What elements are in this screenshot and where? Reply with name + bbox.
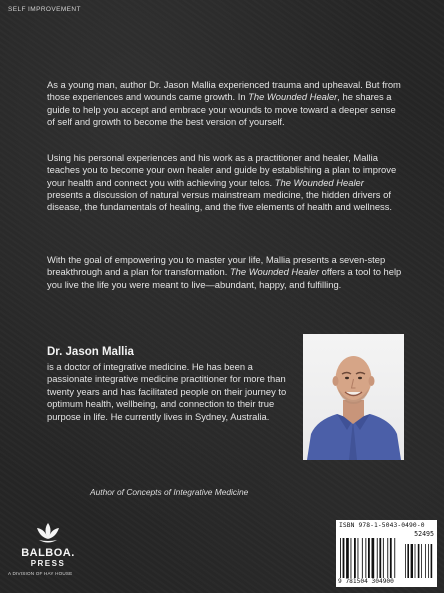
blurb-text: , he shares a guide to help you accept and embrace your wounds to move toward a deeper sense of self and growth to become the best version of yourself. xyxy=(47,91,396,127)
blurb-text: As a young man, author Dr. Jason Mallia experienced trauma and upheaval. But from those experiences and wounds came growth. In xyxy=(47,79,401,103)
barcode-digits: 9 781504 304900 xyxy=(338,578,394,585)
blurb-text: Using his personal experiences and his work as a practitioner and healer, Mallia teaches you to become your own healer and guide by establishing a plan to improve your health and connect you with achieving your telos. xyxy=(47,152,397,188)
blurb-text: presents a discussion of natural versus mainstream medicine, the hidden drivers of disease, the fundamentals of healing, and the five elements of health and wellness. xyxy=(47,188,393,213)
isbn-barcode xyxy=(336,520,437,587)
book-title: The Wounded Healer xyxy=(274,176,364,188)
isbn-number: ISBN 978-1-5043-0490-0 xyxy=(339,522,425,529)
book-title: The Wounded Healer xyxy=(229,266,320,278)
author-credit: Author of Concepts of Integrative Medicine xyxy=(90,487,249,497)
publisher-name: BALBOA. xyxy=(21,547,75,559)
publisher-subname: PRESS xyxy=(30,559,66,568)
blurb-text: With the goal of empowering you to master your life, Mallia presents a seven-step breakthrough and a plan for transformation. xyxy=(47,254,386,278)
blurb-paragraph-2 xyxy=(47,152,402,213)
publisher-logo xyxy=(8,521,88,589)
blurb-paragraph-3 xyxy=(47,254,402,291)
blurb-text: offers a tool to help you live the life you were meant to live—abundant, happy, and fulfilling. xyxy=(47,266,402,290)
price-code: 52495 xyxy=(414,530,434,538)
blurb-paragraph-1 xyxy=(47,79,402,128)
author-portrait-icon xyxy=(303,334,404,460)
barcode-bars xyxy=(339,538,434,578)
lotus-icon xyxy=(34,521,62,545)
publisher-tagline: A DIVISION OF HAY HOUSE xyxy=(8,571,73,576)
book-title: The Wounded Healer xyxy=(248,91,338,103)
author-bio: is a doctor of integrative medicine. He has been a passionate integrative medicine practitioner for more than twenty years and has facilitated people on their journey to optimum health, wellbeing, and connection to their true purpose in life. He currently lives in Sydney, Australia. xyxy=(47,361,287,422)
author-name: Dr. Jason Mallia xyxy=(47,346,134,358)
category-label: SELF IMPROVEMENT xyxy=(8,6,81,13)
